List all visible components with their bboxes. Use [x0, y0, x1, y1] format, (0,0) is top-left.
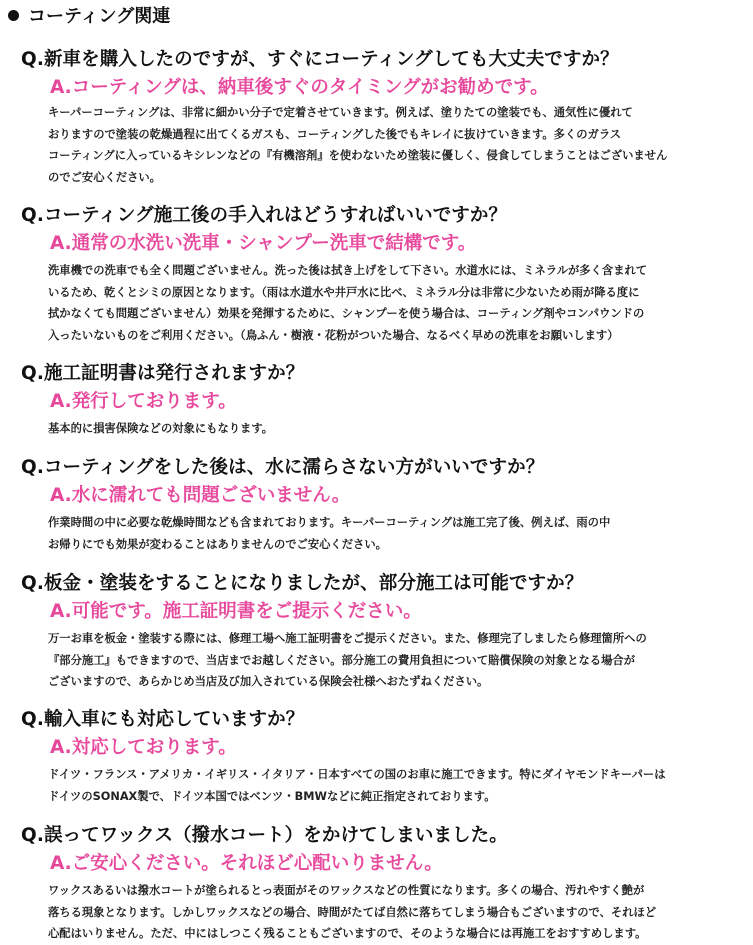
faq-question: Q.板金・塗装をすることになりましたが、部分施工は可能ですか？: [21, 573, 584, 594]
faq-explanation: [48, 512, 610, 555]
faq-answer: A.通常の水洗い洗車・シャンプー洗車で結構です。: [50, 233, 477, 254]
section-heading: [8, 6, 170, 28]
faq-question: Q.誤ってワックス（撥水コート）をかけてしまいました。: [21, 825, 508, 846]
faq-answer: A.発行しております。: [50, 391, 237, 412]
faq-explanation: [48, 880, 656, 945]
faq-answer: A.コーティングは、納車後すぐのタイミングがお勧めです。: [50, 77, 549, 98]
explanation-line: ドイツのSONAX製で、ドイツ本国ではベンツ・BMWなどに純正指定されております。: [48, 789, 496, 803]
explanation-line: 心配はいりません。ただ、中にはしつこく残ることもございますので、そのような場合には再施工をおすすめします。: [48, 927, 647, 940]
explanation-line: 洗車機での洗車でも全く問題ございません。洗った後は拭き上げをして下さい。水道水には、ミネラルが多く含まれて: [48, 264, 648, 277]
bullet-icon: [8, 10, 19, 21]
faq-question: Q.輸入車にも対応していますか？: [21, 709, 305, 730]
explanation-line: いるため、乾くとシミの原因となります。（雨は水道水や井戸水に比べ、ミネラル分は非常に少ないため雨が降る度に: [48, 285, 640, 299]
faq-answer: A.ご安心ください。それほど心配いりません。: [50, 853, 443, 874]
explanation-line: 『部分施工』もできますので、当店までお越しください。部分施工の費用負担について賠償保険の対象となる場合が: [48, 653, 635, 667]
faq-explanation: [48, 102, 667, 188]
faq-question: Q.コーティングをした後は、水に濡らさない方がいいですか？: [21, 457, 545, 478]
faq-question: Q.コーティング施工後の手入れはどうすればいいですか？: [21, 205, 508, 226]
explanation-line: お帰りにでも効果が変わることはありませんのでご安心ください。: [48, 537, 387, 551]
explanation-line: ワックスあるいは撥水コートが塗られるとっ表面がそのワックスなどの性質になります。多くの場合、汚れやすく艶が: [48, 884, 645, 897]
faq-question: Q.新車を購入したのですが、すぐにコーティングしても大丈夫ですか？: [21, 49, 619, 70]
faq-explanation: [48, 628, 647, 693]
faq-explanation: [48, 418, 273, 440]
explanation-line: キーパーコーティングは、非常に細かい分子で定着させていきます。例えば、塗りたての塗装でも、通気性に優れて: [48, 106, 633, 119]
explanation-line: ございますので、あらかじめ当店及び加入されている保険会社様へおたずねください。: [48, 675, 489, 688]
explanation-line: ドイツ・フランス・アメリカ・イギリス・イタリア・日本すべての国のお車に施工できます。特にダイヤモンドキーパーは: [48, 768, 666, 781]
faq-answer: A.水に濡れても問題ございません。: [50, 485, 351, 506]
faq-answer: A.可能です。施工証明書をご提示ください。: [50, 601, 422, 622]
explanation-line: のでご安心ください。: [48, 170, 161, 184]
faq-answer: A.対応しております。: [50, 737, 237, 758]
explanation-line: コーティングに入っているキシレンなどの『有機溶剤』を使わないため塗装に優しく、侵食してしまうことはございません: [48, 149, 668, 162]
section-title-text: コーティング関連: [28, 6, 171, 27]
faq-question: Q.施工証明書は発行されますか？: [21, 363, 305, 384]
explanation-line: おりますので塗装の乾燥過程に出てくるガスも、コーティングした後でもキレイに抜けていきます。多くのガラス: [48, 127, 622, 141]
faq-explanation: [48, 260, 647, 346]
explanation-line: 万一お車を板金・塗装する際には、修理工場へ施工証明書をご提示ください。また、修理完了しましたら修理箇所への: [48, 632, 647, 645]
faq-explanation: [48, 764, 666, 807]
explanation-line: 作業時間の中に必要な乾燥時間なども含まれております。キーパーコーティングは施工完了後、例えば、雨の中: [48, 516, 611, 529]
explanation-line: 落ちる現象となります。しかしワックスなどの場合、時間がたてば自然に落ちてしまう場合もございますので、それほど: [48, 905, 657, 919]
explanation-line: 基本的に損害保険などの対象にもなります。: [48, 422, 274, 435]
explanation-line: 入ったいないものをご利用ください。（鳥ふん・樹液・花粉がついた場合、なるべく早めの洗車をお願いします）: [48, 328, 619, 342]
explanation-line: 拭かなくても問題ございません）効果を発揮するために、シャンプーを使う場合は、コーティング剤やコンパウンドの: [48, 307, 645, 320]
